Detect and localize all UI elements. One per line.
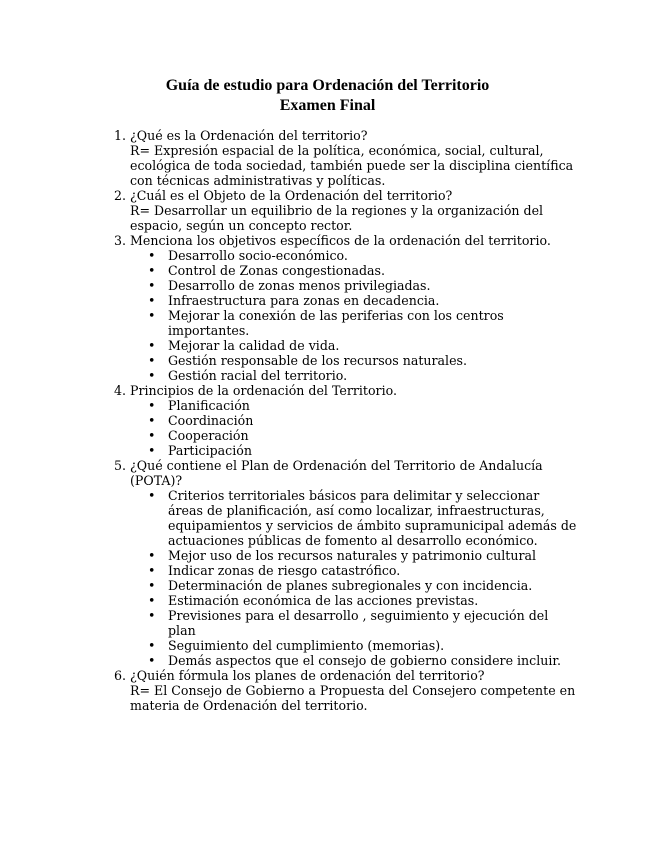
question-text: ¿Qué contiene el Plan de Ordenación del Territorio de Andalucía (POTA)? bbox=[130, 458, 543, 488]
bullet-list bbox=[130, 398, 578, 458]
bullet-item bbox=[130, 548, 578, 563]
bullet-item bbox=[130, 293, 578, 308]
question-item-4 bbox=[108, 383, 578, 458]
bullet-item bbox=[130, 488, 578, 548]
bullet-icon: • bbox=[148, 368, 156, 383]
bullet-icon: • bbox=[148, 578, 156, 593]
bullet-icon: • bbox=[148, 338, 156, 353]
bullet-text: Mejorar la calidad de vida. bbox=[168, 338, 340, 353]
question-text: ¿Cuál es el Objeto de la Ordenación del territorio? bbox=[130, 188, 453, 203]
bullet-icon: • bbox=[148, 653, 156, 668]
bullet-list bbox=[130, 248, 578, 383]
bullet-text: Coordinación bbox=[168, 413, 254, 428]
bullet-item bbox=[130, 638, 578, 653]
question-item-1 bbox=[108, 128, 578, 188]
bullet-icon: • bbox=[148, 353, 156, 368]
question-number: 4. bbox=[113, 383, 126, 398]
questions-container bbox=[108, 128, 578, 713]
bullet-item bbox=[130, 413, 578, 428]
question-item-5 bbox=[108, 458, 578, 668]
bullet-text: Indicar zonas de riesgo catastrófico. bbox=[168, 563, 401, 578]
question-text: ¿Qué es la Ordenación del territorio? bbox=[130, 128, 368, 143]
document-title: Guía de estudio para Ordenación del Territorio bbox=[165, 77, 490, 94]
bullet-icon: • bbox=[148, 398, 156, 413]
bullet-text: Mejor uso de los recursos naturales y patrimonio cultural bbox=[168, 548, 537, 563]
bullet-icon: • bbox=[148, 293, 156, 308]
answer-text: R= Expresión espacial de la política, económica, social, cultural, ecológica de toda sociedad, también puede ser la disciplina científica con técnicas administrativas y políticas. bbox=[130, 143, 574, 188]
bullet-text: Cooperación bbox=[168, 428, 249, 443]
bullet-icon: • bbox=[148, 548, 156, 563]
question-item-3 bbox=[108, 233, 578, 383]
bullet-text: Desarrollo de zonas menos privilegiadas. bbox=[168, 278, 431, 293]
bullet-icon: • bbox=[148, 278, 156, 293]
bullet-text: Control de Zonas congestionadas. bbox=[168, 263, 386, 278]
bullet-icon: • bbox=[148, 248, 156, 263]
bullet-list bbox=[130, 488, 578, 668]
bullet-item bbox=[130, 353, 578, 368]
question-item-2 bbox=[108, 188, 578, 233]
bullet-text: Demás aspectos que el consejo de gobierno considere incluir. bbox=[168, 653, 562, 668]
question-number: 6. bbox=[113, 668, 126, 683]
bullet-icon: • bbox=[148, 608, 156, 623]
bullet-item bbox=[130, 368, 578, 383]
question-number: 5. bbox=[113, 458, 126, 473]
bullet-text: Determinación de planes subregionales y con incidencia. bbox=[168, 578, 533, 593]
question-number: 2. bbox=[113, 188, 126, 203]
question-text: Principios de la ordenación del Territorio. bbox=[130, 383, 397, 398]
bullet-item bbox=[130, 278, 578, 293]
bullet-text: Planificación bbox=[168, 398, 250, 413]
bullet-text: Desarrollo socio-económico. bbox=[168, 248, 348, 263]
bullet-text: Infraestructura para zonas en decadencia. bbox=[168, 293, 440, 308]
bullet-item bbox=[130, 653, 578, 668]
bullet-item bbox=[130, 563, 578, 578]
bullet-item bbox=[130, 443, 578, 458]
bullet-icon: • bbox=[148, 563, 156, 578]
bullet-text: Criterios territoriales básicos para delimitar y seleccionar áreas de planificación, así como localizar, infraestructuras, equipamientos y servicios de ámbito supramunicipal además de actuaciones públicas de fomento al desarrollo económico. bbox=[168, 488, 577, 548]
bullet-icon: • bbox=[148, 308, 156, 323]
bullet-item bbox=[130, 338, 578, 353]
bullet-item bbox=[130, 248, 578, 263]
bullet-text: Participación bbox=[168, 443, 252, 458]
question-number: 1. bbox=[113, 128, 126, 143]
questions-list bbox=[108, 128, 578, 713]
bullet-text: Gestión responsable de los recursos naturales. bbox=[168, 353, 467, 368]
bullet-icon: • bbox=[148, 488, 156, 503]
bullet-text: Estimación económica de las acciones previstas. bbox=[168, 593, 479, 608]
bullet-item bbox=[130, 398, 578, 413]
bullet-text: Previsiones para el desarrollo , seguimiento y ejecución del plan bbox=[168, 608, 549, 638]
question-text: Menciona los objetivos específicos de la ordenación del territorio. bbox=[130, 233, 551, 248]
bullet-text: Seguimiento del cumplimiento (memorias). bbox=[168, 638, 445, 653]
bullet-icon: • bbox=[148, 428, 156, 443]
bullet-text: Mejorar la conexión de las periferias con los centros importantes. bbox=[168, 308, 504, 338]
bullet-icon: • bbox=[148, 638, 156, 653]
question-text: ¿Quién fórmula los planes de ordenación del territorio? bbox=[130, 668, 485, 683]
question-item-6 bbox=[108, 668, 578, 713]
bullet-icon: • bbox=[148, 263, 156, 278]
bullet-text: Gestión racial del territorio. bbox=[168, 368, 348, 383]
bullet-item bbox=[130, 263, 578, 278]
bullet-item bbox=[130, 593, 578, 608]
bullet-item bbox=[130, 428, 578, 443]
bullet-item bbox=[130, 578, 578, 593]
answer-text: R= Desarrollar un equilibrio de la regiones y la organización del espacio, según un concepto rector. bbox=[130, 203, 544, 233]
bullet-item bbox=[130, 608, 578, 638]
answer-text: R= El Consejo de Gobierno a Propuesta del Consejero competente en materia de Ordenación del territorio. bbox=[130, 683, 576, 713]
question-number: 3. bbox=[113, 233, 126, 248]
bullet-icon: • bbox=[148, 593, 156, 608]
bullet-item bbox=[130, 308, 578, 338]
bullet-icon: • bbox=[148, 443, 156, 458]
bullet-icon: • bbox=[148, 413, 156, 428]
document-subtitle: Examen Final bbox=[279, 97, 376, 114]
